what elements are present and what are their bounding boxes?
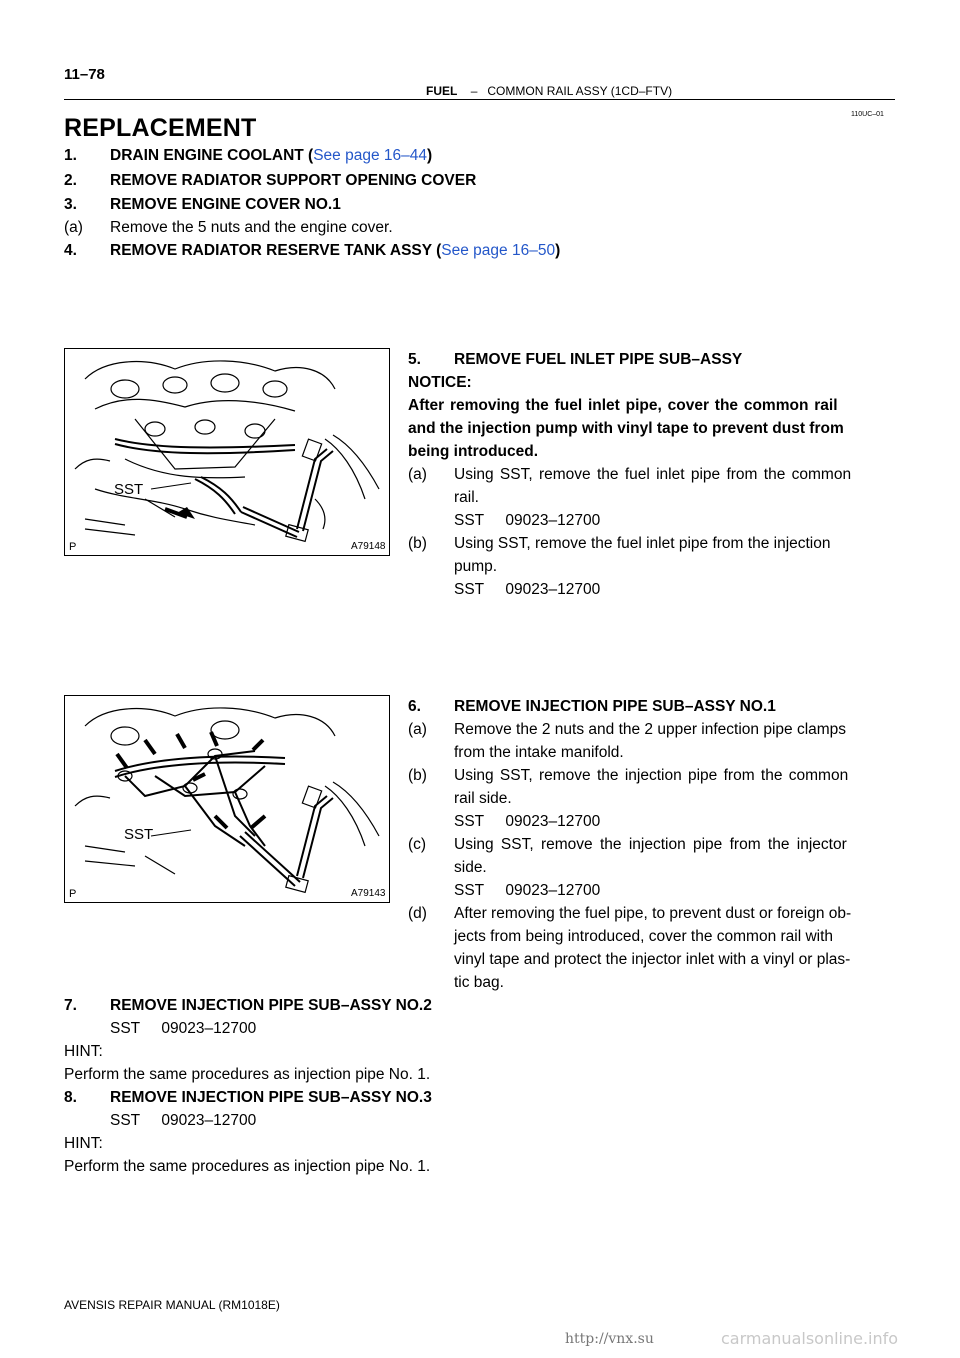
substep-text: Using SST, remove the fuel inlet pipe from the injection bbox=[454, 535, 831, 552]
step-6c-sst: SST 09023–12700 bbox=[454, 882, 601, 899]
step-6c bbox=[408, 835, 847, 855]
page-link[interactable]: See page 16–44 bbox=[313, 147, 427, 164]
step-7-hint: Perform the same procedures as injection pipe No. 1. bbox=[64, 1066, 431, 1083]
page-link[interactable]: See page 16–50 bbox=[441, 242, 556, 259]
step-number: 2. bbox=[64, 172, 77, 189]
header-dash: – bbox=[470, 84, 478, 98]
step-6d-cont-1: jects from being introduced, cover the common rail with bbox=[454, 928, 834, 945]
header-section: FUEL bbox=[426, 84, 458, 98]
substep-text: After removing the fuel pipe, to prevent dust or foreign ob- bbox=[454, 905, 852, 922]
figure-code: A79143 bbox=[351, 888, 386, 899]
notice-line-1: After removing the fuel inlet pipe, cover the common rail bbox=[408, 397, 838, 414]
step-text: REMOVE INJECTION PIPE SUB–ASSY NO.1 bbox=[454, 698, 776, 715]
step-text-end: ) bbox=[427, 147, 433, 164]
engine-illustration bbox=[65, 696, 389, 902]
step-3 bbox=[64, 195, 341, 215]
page-title: REPLACEMENT bbox=[64, 114, 257, 142]
step-number: 4. bbox=[64, 242, 77, 259]
figure-corner-mark: P bbox=[69, 888, 77, 900]
step-7-hint-label: HINT: bbox=[64, 1043, 103, 1060]
step-5a bbox=[408, 465, 851, 485]
step-6d bbox=[408, 904, 851, 924]
step-8-hint-label: HINT: bbox=[64, 1135, 103, 1152]
step-6b-cont: rail side. bbox=[454, 790, 512, 807]
figure-corner-mark: P bbox=[69, 541, 77, 553]
step-6b-sst: SST 09023–12700 bbox=[454, 813, 601, 830]
step-7-sst: SST 09023–12700 bbox=[110, 1020, 257, 1037]
step-3a bbox=[64, 218, 393, 238]
step-5a-sst: SST 09023–12700 bbox=[454, 512, 601, 529]
notice-label: NOTICE: bbox=[408, 374, 472, 391]
step-6a bbox=[408, 720, 846, 740]
figure-injection-pipe bbox=[64, 695, 390, 903]
step-number: 1. bbox=[64, 147, 77, 164]
step-text: REMOVE FUEL INLET PIPE SUB–ASSY bbox=[454, 351, 743, 368]
substep-text: Remove the 5 nuts and the engine cover. bbox=[110, 219, 393, 236]
notice-line-2: and the injection pump with vinyl tape to prevent dust from bbox=[408, 420, 844, 437]
substep-label: (a) bbox=[408, 466, 427, 483]
substep-label: (b) bbox=[408, 767, 427, 784]
step-number: 8. bbox=[64, 1089, 77, 1106]
step-8-hint: Perform the same procedures as injection pipe No. 1. bbox=[64, 1158, 431, 1175]
substep-label: (c) bbox=[408, 836, 427, 853]
substep-label: (d) bbox=[408, 905, 427, 922]
manual-footer: AVENSIS REPAIR MANUAL (RM1018E) bbox=[64, 1298, 280, 1312]
substep-text: Using SST, remove the injection pipe from the injector bbox=[454, 836, 847, 853]
step-1 bbox=[64, 146, 432, 166]
step-text: DRAIN ENGINE COOLANT ( bbox=[110, 147, 314, 164]
step-7 bbox=[64, 996, 432, 1016]
step-6d-cont-2: vinyl tape and protect the injector inlet with a vinyl or plas- bbox=[454, 951, 851, 968]
step-2 bbox=[64, 171, 476, 191]
step-8 bbox=[64, 1088, 432, 1108]
header-topic: COMMON RAIL ASSY (1CD–FTV) bbox=[487, 84, 673, 98]
watermark-site: carmanualsonline.info bbox=[721, 1329, 899, 1348]
header-rule bbox=[64, 99, 895, 100]
step-text: REMOVE RADIATOR SUPPORT OPENING COVER bbox=[110, 172, 477, 189]
step-5b bbox=[408, 534, 831, 554]
step-8-sst: SST 09023–12700 bbox=[110, 1112, 257, 1129]
step-6b bbox=[408, 766, 848, 786]
step-5b-cont: pump. bbox=[454, 558, 498, 575]
reference-code: 110UC–01 bbox=[851, 111, 884, 118]
engine-illustration bbox=[65, 349, 389, 555]
substep-label: (b) bbox=[408, 535, 427, 552]
watermark-link[interactable]: http://vnx.su bbox=[565, 1331, 654, 1347]
substep-text: Remove the 2 nuts and the 2 upper infection pipe clamps bbox=[454, 721, 847, 738]
sst-callout: SST bbox=[124, 826, 154, 843]
figure-fuel-inlet-pipe bbox=[64, 348, 390, 556]
sst-callout: SST bbox=[114, 481, 144, 498]
step-text: REMOVE INJECTION PIPE SUB–ASSY NO.2 bbox=[110, 997, 432, 1014]
substep-label: (a) bbox=[64, 219, 83, 236]
step-5b-sst: SST 09023–12700 bbox=[454, 581, 601, 598]
step-number: 5. bbox=[408, 351, 421, 368]
step-text: REMOVE ENGINE COVER NO.1 bbox=[110, 196, 341, 213]
running-header bbox=[426, 84, 672, 98]
step-6d-cont-3: tic bag. bbox=[454, 974, 504, 991]
substep-text: Using SST, remove the injection pipe from the common bbox=[454, 767, 849, 784]
figure-code: A79148 bbox=[351, 541, 386, 552]
step-text-end: ) bbox=[555, 242, 561, 259]
step-5a-cont: rail. bbox=[454, 489, 479, 506]
step-number: 7. bbox=[64, 997, 77, 1014]
page-number: 11–78 bbox=[64, 66, 105, 83]
substep-label: (a) bbox=[408, 721, 427, 738]
step-4 bbox=[64, 241, 560, 261]
step-text: REMOVE RADIATOR RESERVE TANK ASSY ( bbox=[110, 242, 442, 259]
step-text: REMOVE INJECTION PIPE SUB–ASSY NO.3 bbox=[110, 1089, 432, 1106]
notice-line-3: being introduced. bbox=[408, 443, 539, 460]
substep-text: Using SST, remove the fuel inlet pipe from the common bbox=[454, 466, 852, 483]
step-5 bbox=[408, 350, 742, 370]
step-6 bbox=[408, 697, 776, 717]
step-number: 3. bbox=[64, 196, 77, 213]
step-number: 6. bbox=[408, 698, 421, 715]
step-6a-cont: from the intake manifold. bbox=[454, 744, 624, 761]
step-6c-cont: side. bbox=[454, 859, 487, 876]
